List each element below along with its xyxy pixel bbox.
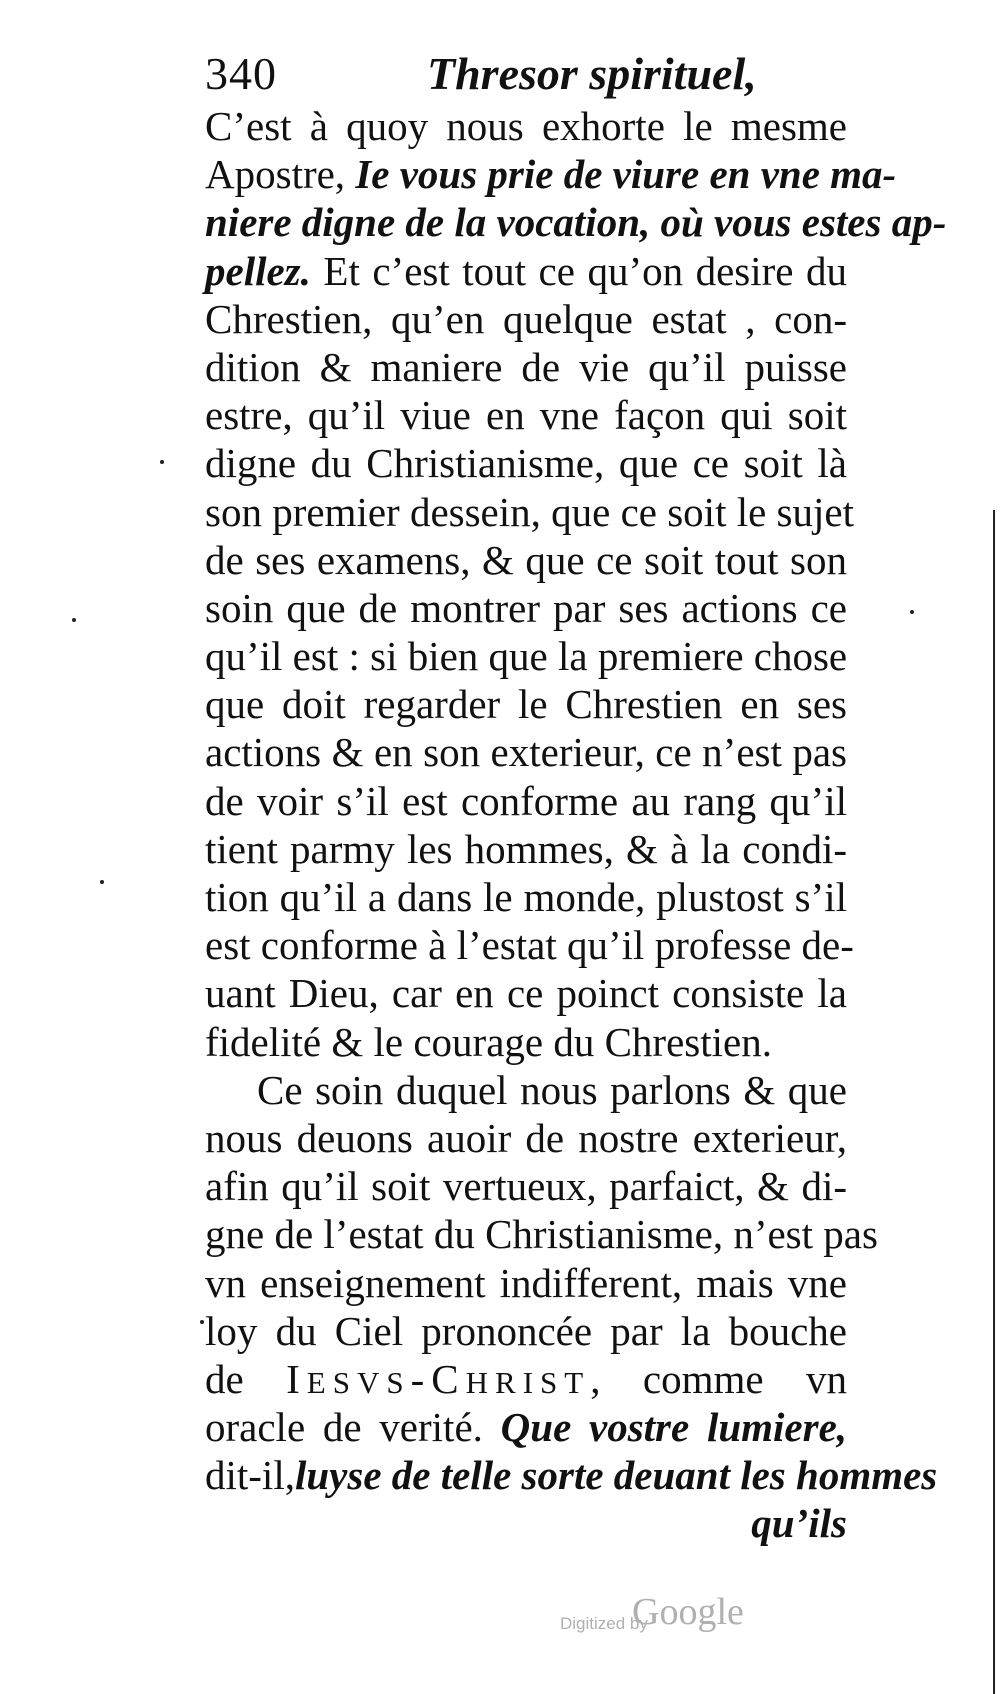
- text-line: actions & en son exterieur, ce n’est pas: [205, 729, 847, 776]
- text-line: [205, 1451, 938, 1499]
- catchword: qu’ils: [751, 1500, 847, 1547]
- google-logo: Google: [632, 1591, 744, 1633]
- cap-letter: I: [286, 1355, 307, 1402]
- italic-quote: pellez.: [205, 247, 311, 294]
- text-span: dit-il,: [205, 1452, 295, 1499]
- text-line: [205, 1355, 847, 1403]
- italic-quote: Que vostre lumiere,: [500, 1404, 848, 1451]
- text-line: de voir s’il est conforme au rang qu’il: [205, 777, 847, 824]
- text-line: C’est à quoy nous exhorte le mesme: [205, 103, 847, 149]
- text-span: Et c’est tout ce qu’on desire du: [323, 247, 848, 294]
- google-watermark: [560, 1590, 800, 1640]
- text-line: [205, 150, 897, 198]
- text-line: dition & maniere de vie qu’il puisse: [205, 343, 847, 390]
- page-gutter-line: [993, 510, 995, 1694]
- text-line: uant Dieu, car en ce poinct consiste la: [205, 970, 847, 1017]
- small-letters: HRIST: [465, 1364, 591, 1400]
- body-text: [205, 102, 947, 1548]
- text-line: de ses examens, & que ce soit tout son: [205, 536, 847, 583]
- ink-speck: [910, 610, 914, 614]
- text-line: qu’il est : si bien que la premiere chose: [205, 633, 848, 680]
- text-line: tion qu’il a dans le monde, plustost s’il: [205, 874, 847, 920]
- page-header: [205, 46, 765, 102]
- small-caps-name: [286, 1356, 590, 1402]
- text-line: loy du Ciel prononcée par la bouche: [205, 1307, 847, 1354]
- text-span: oracle de verité.: [205, 1404, 483, 1451]
- text-line: est conforme à l’estat qu’il professe de-: [205, 922, 854, 969]
- text-span: de: [205, 1355, 244, 1402]
- text-line: vn enseignement indifferent, mais vne: [205, 1259, 847, 1306]
- text-line: son premier dessein, que ce soit le sujet: [205, 488, 854, 535]
- small-letters: ESVS: [306, 1364, 411, 1400]
- text-line: nous deuons auoir de nostre exterieur,: [205, 1114, 847, 1161]
- page-number: 340: [205, 48, 277, 99]
- hyphen: -: [410, 1355, 432, 1402]
- text-span: Apostre,: [205, 151, 346, 198]
- italic-quote: Ie vous prie de viure en vne ma-: [355, 151, 897, 198]
- ink-speck: [100, 880, 104, 884]
- text-span: , comme vn: [590, 1355, 847, 1402]
- text-line: Chrestien, qu’en quelque estat , con-: [205, 295, 847, 342]
- digitized-by-label: Digitized by: [560, 1614, 648, 1633]
- text-line: Ce soin duquel nous parlons & que: [257, 1066, 847, 1113]
- italic-quote: luyse de telle sorte deuant les hommes: [294, 1452, 938, 1499]
- text-line: digne du Christianisme, que ce soit là: [205, 440, 847, 487]
- cap-letter: C: [431, 1355, 466, 1402]
- text-line: [205, 247, 847, 295]
- text-line: afin qu’il soit vertueux, parfaict, & di-: [205, 1163, 847, 1210]
- text-line: estre, qu’il viue en vne façon qui soit: [205, 392, 847, 439]
- text-line: niere digne de la vocation, où vous estes ap-: [205, 199, 947, 246]
- text-line: gne de l’estat du Christianisme, n’est pas: [205, 1211, 878, 1258]
- running-title: Thresor spirituel,: [427, 48, 757, 99]
- ink-speck: [160, 460, 164, 464]
- text-line: soin que de montrer par ses actions ce: [205, 584, 847, 631]
- text-line: fidelité & le courage du Chrestien.: [205, 1018, 772, 1065]
- text-line: que doit regarder le Chrestien en ses: [205, 681, 847, 728]
- text-line: [205, 1403, 847, 1451]
- ink-speck: [72, 618, 76, 622]
- text-line: tient parmy les hommes, & à la condi-: [205, 825, 847, 872]
- ink-speck: [200, 1320, 204, 1324]
